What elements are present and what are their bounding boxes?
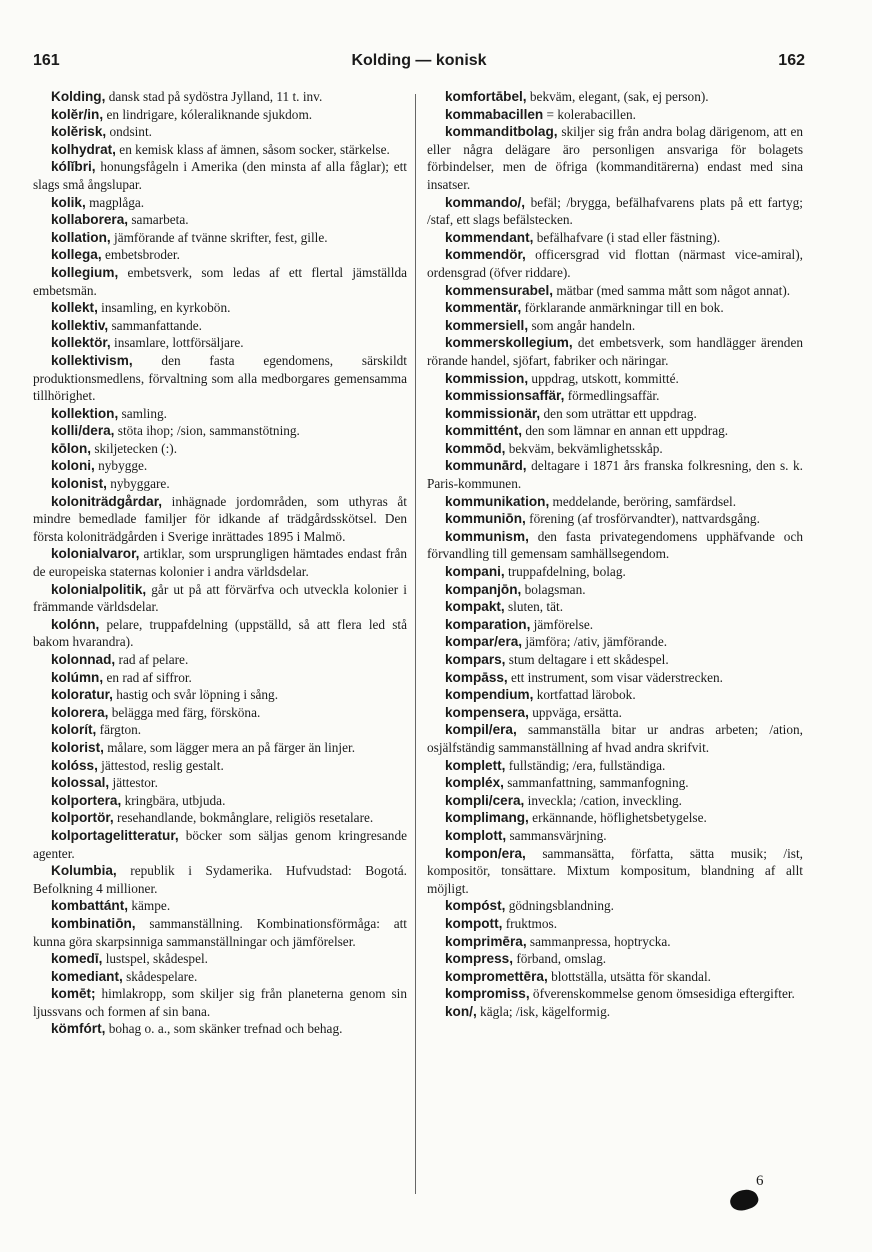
- entry-headword: kommuniōn,: [445, 511, 526, 527]
- entry-definition: fullständig; /era, fullständiga.: [505, 757, 666, 773]
- dictionary-entry: [33, 457, 407, 475]
- dictionary-entry: [427, 757, 803, 775]
- dictionary-entry: [33, 141, 407, 159]
- dictionary-entry: [427, 299, 803, 317]
- entry-headword: komplott,: [445, 827, 507, 843]
- dictionary-entry: [427, 88, 803, 106]
- dictionary-entry: [33, 475, 407, 493]
- entry-definition: stöta ihop; /sion, sammanstötning.: [114, 423, 300, 439]
- entry-definition: förmedlingsaffär.: [564, 388, 660, 404]
- dictionary-entry: [427, 510, 803, 528]
- entry-headword: kompromettēra,: [445, 968, 548, 984]
- entry-definition: = kolerabacillen.: [543, 106, 636, 122]
- entry-headword: kolik,: [51, 194, 86, 210]
- entry-headword: kompromiss,: [445, 986, 530, 1002]
- entry-definition: nybygge.: [94, 458, 148, 474]
- entry-headword: kollega,: [51, 247, 102, 263]
- signature-mark: 6: [756, 1173, 764, 1189]
- entry-headword: kolorít,: [51, 722, 97, 738]
- entry-definition: skådespelare.: [122, 968, 198, 984]
- dictionary-entry: [33, 88, 407, 106]
- entry-definition: den som lämnar en annan ett uppdrag.: [522, 423, 729, 439]
- entry-definition: som angår handeln.: [528, 317, 636, 333]
- entry-headword: kompars,: [445, 652, 506, 667]
- dictionary-entry: [33, 440, 407, 458]
- dictionary-entry: [33, 915, 407, 950]
- entry-headword: kolĕr/in,: [51, 106, 104, 122]
- entry-definition: inveckla; /cation, inveckling.: [524, 792, 683, 808]
- entry-headword: kommabacillen: [445, 106, 544, 122]
- page-number-left: 161: [33, 52, 60, 69]
- entry-headword: kommentär,: [445, 300, 522, 316]
- entry-headword: kolorera,: [51, 704, 109, 720]
- entry-headword: kolhydrat,: [51, 141, 116, 157]
- entry-definition: jättestor.: [109, 775, 158, 791]
- entry-definition: stum deltagare i ett skådespel.: [505, 652, 669, 667]
- entry-definition: sammansvärjning.: [506, 827, 607, 843]
- entry-definition: öfverenskommelse genom ömsesidiga eftergifter.: [529, 986, 795, 1002]
- dictionary-entry: [427, 317, 803, 335]
- entry-headword: kólĭbri,: [51, 159, 96, 175]
- entry-definition: honungsfågeln i Amerika (den minsta af alla fåglar); ett slags små ångslupar.: [33, 159, 407, 192]
- entry-definition: kortfattad lärobok.: [533, 687, 636, 703]
- entry-definition: kägla; /isk, kägelformig.: [476, 1003, 611, 1019]
- entry-headword: komplimang,: [445, 810, 529, 826]
- dictionary-entry: [33, 422, 407, 440]
- entry-headword: kommission,: [445, 370, 529, 386]
- dictionary-entry: [33, 229, 407, 247]
- entry-headword: kōlon,: [51, 440, 92, 456]
- entry-definition: resehandlande, bokmånglare, religiös resetalare.: [113, 810, 374, 826]
- entry-headword: kolportera,: [51, 792, 122, 808]
- entry-headword: kolónn,: [51, 616, 100, 632]
- entry-headword: kompóst,: [445, 898, 506, 914]
- entry-definition: målare, som lägger mera an på färger än linjer.: [103, 739, 356, 755]
- entry-definition: uppdrag, utskott, kommitté.: [528, 370, 679, 386]
- entry-definition: sammanfattning, sammanfogning.: [503, 775, 689, 791]
- dictionary-entry: [427, 774, 803, 792]
- dictionary-entry: [33, 721, 407, 739]
- entry-headword: kommittént,: [445, 423, 523, 439]
- entry-headword: kommersiell,: [445, 317, 529, 333]
- entry-definition: himlakropp, som skiljer sig från planeterna genom sin ljussvans och formen af sin bana.: [33, 986, 407, 1019]
- dictionary-entry: [427, 528, 803, 563]
- dictionary-entry: [33, 739, 407, 757]
- dictionary-entry: [33, 651, 407, 669]
- dictionary-entry: [33, 334, 407, 352]
- entry-definition: bekväm, elegant, (sak, ej person).: [526, 89, 709, 104]
- dictionary-entry: [427, 1003, 803, 1021]
- entry-definition: befälhafvare (i stad eller fästning).: [533, 229, 721, 245]
- entry-definition: går ut på att förvärfva och utveckla kolonier i främmande världsdelar.: [33, 581, 407, 615]
- entry-definition: bekväm, bekvämlighetsskåp.: [505, 440, 663, 456]
- dictionary-entry: [33, 950, 407, 968]
- entry-headword: kollegium,: [51, 264, 119, 280]
- entry-headword: kompott,: [445, 915, 503, 931]
- entry-definition: belägga med färg, försköna.: [108, 704, 261, 720]
- entry-definition: böcker som säljas genom kringresande agenter.: [33, 827, 407, 861]
- dictionary-entry: [33, 264, 407, 299]
- entry-headword: koloni,: [51, 458, 95, 474]
- entry-definition: den fasta privategendomens upphäfvande och förvandling till gemensam samhällsegendom.: [427, 528, 803, 562]
- entry-headword: kollektiv,: [51, 317, 109, 333]
- entry-definition: förklarande anmärkningar till en bok.: [521, 300, 724, 316]
- dictionary-entry: [33, 669, 407, 687]
- entry-definition: jättestod, reslig gestalt.: [97, 757, 224, 773]
- entry-headword: kompress,: [445, 951, 514, 967]
- entry-headword: kolonnad,: [51, 652, 116, 667]
- entry-headword: kommendant,: [445, 229, 534, 245]
- dictionary-entry: [33, 352, 407, 405]
- entry-headword: komplett,: [445, 757, 506, 773]
- entry-headword: kompléx,: [445, 775, 504, 791]
- dictionary-entry: [427, 915, 803, 933]
- dictionary-entry: [427, 633, 803, 651]
- entry-definition: skiljetecken (:).: [91, 440, 178, 456]
- entry-definition: embetsverk, som ledas af ett flertal jämställda embetsmän.: [33, 264, 407, 298]
- dictionary-entry: [33, 809, 407, 827]
- entry-headword: kolportagelitteratur,: [51, 827, 179, 843]
- entry-definition: befäl; /brygga, befälhafvarens plats på ett fartyg; /staf, ett slags befälstecken.: [427, 194, 803, 228]
- dictionary-entry: [427, 704, 803, 722]
- entry-headword: kollaborera,: [51, 212, 129, 228]
- dictionary-entry: [427, 405, 803, 423]
- dictionary-entry: [427, 457, 803, 492]
- entry-headword: komprimēra,: [445, 933, 527, 949]
- dictionary-entry: [427, 282, 803, 300]
- entry-definition: magplåga.: [85, 194, 145, 210]
- dictionary-entry: [427, 897, 803, 915]
- entry-headword: kollekt,: [51, 300, 98, 316]
- dictionary-entry: [33, 774, 407, 792]
- dictionary-entry: [33, 897, 407, 915]
- dictionary-entry: [427, 792, 803, 810]
- entry-headword: kombinatiōn,: [51, 915, 136, 931]
- dictionary-entry: [427, 721, 803, 756]
- entry-definition: pelare, truppafdelning (uppställd, så att flera led stå bakom hvarandra).: [33, 616, 407, 650]
- dictionary-entry: [33, 246, 407, 264]
- dictionary-entry: [427, 968, 803, 986]
- entry-headword: koloniträdgårdar,: [51, 493, 163, 509]
- entry-definition: fruktmos.: [502, 915, 558, 931]
- entry-headword: kolonialpolitik,: [51, 581, 147, 597]
- dictionary-entry: [33, 194, 407, 212]
- entry-definition: färgton.: [96, 722, 142, 738]
- entry-definition: sluten, tät.: [504, 599, 564, 615]
- dictionary-entry: [33, 299, 407, 317]
- running-title: Kolding — konisk: [351, 52, 487, 69]
- dictionary-entry: [427, 246, 803, 281]
- entry-definition: jämförande af tvänne skrifter, fest, gille.: [110, 229, 328, 245]
- entry-definition: sammanfattande.: [108, 317, 202, 333]
- entry-headword: kolorist,: [51, 739, 104, 755]
- dictionary-entry: [427, 616, 803, 634]
- entry-headword: kollektion,: [51, 405, 119, 421]
- dictionary-entry: [33, 757, 407, 775]
- dictionary-entry: [33, 123, 407, 141]
- entry-headword: koloratur,: [51, 687, 113, 703]
- entry-headword: kompon/era,: [445, 845, 526, 861]
- entry-definition: ondsint.: [106, 124, 152, 140]
- dictionary-entry: [33, 493, 407, 546]
- entry-definition: skiljer sig från andra bolag därigenom, att en eller några delägare äro personligen ansvariga för bolagets förbindelser, men de öfriga (kommanditärerna) endast med sina insatser.: [427, 124, 803, 192]
- entry-definition: en lindrigare, kóleraliknande sjukdom.: [103, 106, 313, 122]
- entry-headword: kommando/,: [445, 194, 526, 210]
- entry-headword: komfortābel,: [445, 89, 527, 104]
- entry-definition: bohag o. a., som skänker trefnad och behag.: [105, 1021, 343, 1037]
- dictionary-entry: [33, 704, 407, 722]
- dictionary-entry: [427, 950, 803, 968]
- dictionary-entry: [427, 686, 803, 704]
- entry-headword: kollektör,: [51, 335, 111, 351]
- dictionary-entry: [33, 616, 407, 651]
- dictionary-entry: [33, 158, 407, 193]
- dictionary-entry: [427, 933, 803, 951]
- entry-definition: förband, omslag.: [513, 951, 607, 967]
- entry-headword: kompakt,: [445, 599, 505, 615]
- entry-headword: kommissionär,: [445, 405, 541, 421]
- dictionary-entry: [427, 651, 803, 669]
- entry-definition: insamlare, lottförsäljare.: [110, 335, 244, 351]
- entry-definition: officersgrad vid flottan (närmast vice-amiral), ordensgrad (öfver riddare).: [427, 247, 803, 280]
- entry-definition: sammanställa bitar ur andras arbeten; /ation, osjälfständig sammanställning af hvad andra skrifvit.: [427, 722, 803, 755]
- entry-headword: kommunikation,: [445, 493, 550, 509]
- entry-definition: uppväga, ersätta.: [528, 704, 622, 720]
- dictionary-entry: [427, 827, 803, 845]
- dictionary-entry: [427, 563, 803, 581]
- entry-headword: kolportör,: [51, 810, 114, 826]
- entry-headword: kompanjōn,: [445, 581, 522, 597]
- entry-definition: kringbära, utbjuda.: [121, 792, 226, 808]
- entry-headword: kolonist,: [51, 476, 107, 492]
- entry-definition: bolagsman.: [521, 581, 586, 597]
- entry-headword: kommensurabel,: [445, 282, 554, 298]
- dictionary-entry: [33, 686, 407, 704]
- entry-definition: embetsbroder.: [101, 247, 180, 263]
- entry-definition: blottställa, utsätta för skandal.: [547, 968, 711, 984]
- dictionary-entry: [427, 809, 803, 827]
- dictionary-entry: [33, 862, 407, 897]
- entry-definition: förening (af trosförvandter), nattvardsgång.: [525, 511, 760, 527]
- left-column: [33, 88, 407, 1038]
- entry-headword: kömfórt,: [51, 1021, 106, 1037]
- entry-definition: hastig och svår löpning i sång.: [112, 687, 279, 703]
- entry-definition: artiklar, som ursprungligen hämtades endast från de europeiska staternas kolonier i andra världsdelar.: [33, 546, 407, 580]
- entry-headword: kommunism,: [445, 528, 529, 544]
- entry-definition: samarbeta.: [128, 212, 189, 228]
- entry-definition: truppafdelning, bolag.: [504, 564, 626, 580]
- dictionary-entry: [427, 229, 803, 247]
- entry-headword: Kolding,: [51, 89, 106, 104]
- entry-headword: kolossal,: [51, 775, 110, 791]
- entry-definition: samling.: [118, 405, 167, 421]
- entry-headword: kompani,: [445, 564, 505, 580]
- entry-definition: rad af pelare.: [115, 652, 189, 667]
- entry-definition: den fasta egendomens, särskildt produktionsmedlens, förvaltning som alla medborgares gemensamma tillhörighet.: [33, 352, 407, 404]
- entry-definition: mätbar (med samma mått som något annat).: [553, 282, 791, 298]
- entry-headword: kommanditbolag,: [445, 124, 558, 140]
- entry-headword: kolli/dera,: [51, 423, 115, 439]
- entry-headword: komparation,: [445, 616, 531, 632]
- dictionary-entry: [33, 545, 407, 580]
- entry-headword: kolóss,: [51, 757, 98, 773]
- entry-definition: gödningsblandning.: [505, 898, 615, 914]
- entry-definition: deltagare i 1871 års franska folkresning, den s. k. Paris-kommunen.: [427, 458, 803, 492]
- dictionary-entry: [33, 985, 407, 1020]
- entry-headword: kompensera,: [445, 704, 529, 720]
- dictionary-entry: [427, 669, 803, 687]
- dictionary-entry: [33, 405, 407, 423]
- dictionary-entry: [427, 598, 803, 616]
- column-divider: [415, 94, 416, 1194]
- dictionary-entry: [427, 422, 803, 440]
- entry-definition: jämföra; /ativ, jämförande.: [522, 634, 668, 650]
- entry-headword: kompendium,: [445, 687, 534, 703]
- right-column: [427, 88, 803, 1020]
- entry-definition: ett instrument, som visar väderstrecken.: [507, 669, 723, 685]
- entry-headword: kon/,: [445, 1003, 477, 1019]
- entry-definition: den som uträttar ett uppdrag.: [540, 405, 697, 421]
- entry-definition: sammansätta, författa, sätta musik; /ist, kompositör, tonsättare. Mixtum kompositum, blandning af allt möjligt.: [427, 845, 803, 896]
- entry-definition: lustspel, skådespel.: [102, 951, 208, 967]
- dictionary-entry: [33, 968, 407, 986]
- dictionary-entry: [427, 440, 803, 458]
- entry-headword: kolonialvaror,: [51, 546, 140, 562]
- dictionary-entry: [427, 387, 803, 405]
- entry-definition: det embetsverk, som handlägger ärenden rörande handel, sjöfart, fabriker och näringar.: [427, 335, 803, 368]
- page-number-right: 162: [778, 52, 805, 69]
- dictionary-entry: [427, 581, 803, 599]
- entry-headword: kolúmn,: [51, 669, 104, 685]
- dictionary-entry: [427, 370, 803, 388]
- dictionary-entry: [33, 827, 407, 862]
- entry-headword: kommendör,: [445, 247, 526, 263]
- dictionary-entry: [33, 581, 407, 616]
- entry-definition: inhägnade jordområden, som uthyras åt mindre bemedlade familjer för idkande af trädgårdsskötsel. Den första koloniträdgården i Sverige inrättades 1895 i Malmö.: [33, 493, 407, 544]
- entry-definition: republik i Sydamerika. Hufvudstad: Bogotá. Befolkning 4 millioner.: [33, 863, 407, 896]
- entry-headword: kombattánt,: [51, 898, 129, 914]
- page-header: [33, 52, 805, 76]
- entry-headword: komediant,: [51, 968, 123, 984]
- entry-headword: kommōd,: [445, 440, 506, 456]
- dictionary-entry: [33, 106, 407, 124]
- dictionary-entry: [427, 845, 803, 898]
- dictionary-entry: [33, 792, 407, 810]
- dictionary-entry: [427, 194, 803, 229]
- entry-definition: en rad af siffror.: [103, 669, 192, 685]
- entry-definition: kämpe.: [128, 898, 171, 914]
- dictionary-entry: [33, 211, 407, 229]
- dictionary-entry: [427, 123, 803, 193]
- ink-blot: [727, 1186, 760, 1214]
- dictionary-entry: [427, 985, 803, 1003]
- dictionary-entry: [427, 334, 803, 369]
- dictionary-entry: [33, 1020, 407, 1038]
- entry-definition: insamling, en kyrkobön.: [97, 300, 231, 316]
- entry-headword: kollation,: [51, 229, 111, 245]
- entry-definition: sammanställning. Kombinationsförmåga: att kunna göra skarpsinniga sammanställningar och jämförelser.: [33, 915, 407, 949]
- entry-headword: kompil/era,: [445, 722, 517, 738]
- entry-headword: komedī,: [51, 951, 103, 967]
- entry-definition: sammanpressa, hoptrycka.: [526, 933, 671, 949]
- entry-headword: kollektivism,: [51, 352, 133, 368]
- entry-headword: kompāss,: [445, 669, 508, 685]
- dictionary-entry: [427, 493, 803, 511]
- entry-definition: dansk stad på sydöstra Jylland, 11 t. inv.: [105, 89, 323, 104]
- entry-headword: kompar/era,: [445, 634, 523, 650]
- entry-definition: erkännande, höflighetsbetygelse.: [528, 810, 707, 826]
- entry-definition: meddelande, beröring, samfärdsel.: [549, 493, 737, 509]
- entry-headword: Kolumbia,: [51, 863, 117, 879]
- entry-headword: kompli/cera,: [445, 792, 525, 808]
- entry-definition: nybyggare.: [106, 476, 170, 492]
- entry-definition: en kemisk klass af ämnen, såsom socker, stärkelse.: [115, 141, 390, 157]
- entry-headword: kommerskollegium,: [445, 335, 573, 351]
- entry-headword: kommunārd,: [445, 458, 527, 474]
- entry-headword: kolĕrisk,: [51, 124, 107, 140]
- dictionary-entry: [33, 317, 407, 335]
- entry-headword: komēt;: [51, 986, 96, 1002]
- entry-headword: kommissionsaffär,: [445, 388, 565, 404]
- dictionary-entry: [427, 106, 803, 124]
- entry-definition: jämförelse.: [530, 616, 594, 632]
